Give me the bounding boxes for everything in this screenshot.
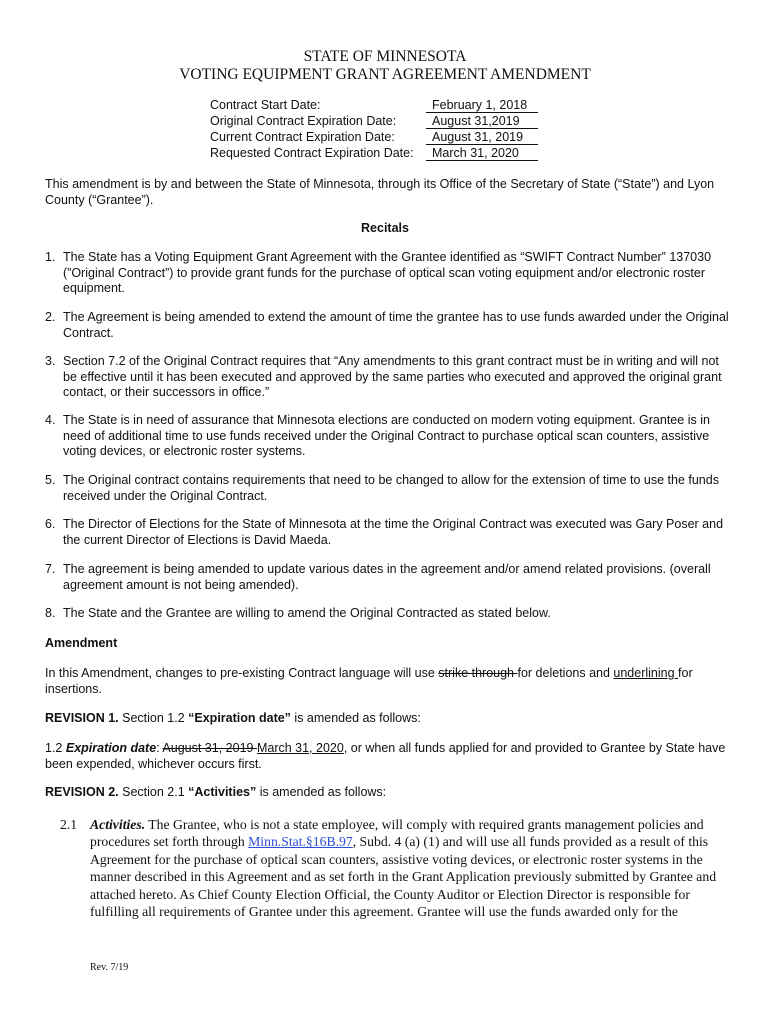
recital-item [45,517,735,548]
revision-1-detail [45,741,735,772]
recital-number: 5. [45,473,56,487]
deleted-date: August 31, 2019 [162,741,257,755]
recital-item [45,250,735,297]
recital-number: 8. [45,606,56,620]
date-label: Contract Start Date: [210,98,321,112]
document-title-line1: STATE OF MINNESOTA [303,48,467,65]
recital-item [45,310,735,341]
date-value: August 31, 2019 [426,130,538,145]
statute-link[interactable]: Minn.Stat.§16B.97 [248,834,353,850]
recital-text: The Original contract contains requirements that need to be changed to allow for the extension of time to use the funds received under the Original Contract. [63,473,719,503]
inserted-date: March 31, 2020 [256,741,344,755]
recital-item [45,354,735,401]
recital-item [45,413,735,460]
revision-1-detail-field: Expiration date [65,741,157,755]
date-value: March 31, 2020 [426,146,538,161]
amendment-note [45,666,735,697]
recitals-heading: Recitals [361,221,409,235]
recital-number: 6. [45,517,56,531]
recital-number: 4. [45,413,56,427]
revision-1-detail-colon: : [156,741,163,755]
activities-text-part2: , Subd. 4 (a) (1) and will use all funds provided as a result of this Agreement for the purchase of optical scan counters, assistive voting devices, or electronic roster systems in the manner described in this Agreement and as set forth in the Grant Application previously submitted by Grantee and attached hereto. As Chief County Election Official, the County Auditor or Election Director is responsible for fulfilling all requirements of Grantee under this agreement. Grantee will use the funds awarded only for the [90,834,717,920]
revision-2-pre: Section 2.1 [118,785,189,799]
recital-number: 7. [45,562,56,576]
date-value: August 31,2019 [426,114,538,129]
date-label: Original Contract Expiration Date: [210,114,397,128]
recital-text: The agreement is being amended to update various dates in the agreement and/or amend related provisions. (overall agreement amount is not being amended). [63,562,711,592]
date-value: February 1, 2018 [426,98,538,113]
recital-text: Section 7.2 of the Original Contract requires that “Any amendments to this grant contract must be in writing and will not be effective until it has been executed and approved by the same parties who executed and approved the original grant contact, or their successors in office.” [63,354,722,399]
revision-2-label: REVISION 2. [45,785,119,799]
revision-1-pre: Section 1.2 [118,711,189,725]
revision-1-label: REVISION 1. [45,711,119,725]
activities-title: Activities. [90,817,146,832]
revision-2-post: is amended as follows: [256,785,387,799]
underline-sample: underlining [613,666,679,680]
recital-text: The State is in need of assurance that Minnesota elections are conducted on modern voting equipment. Grantee is in need of additional time to use funds received under the Original Contract to purchase optical scan counters, assistive voting devices, or electronic roster systems. [63,413,710,458]
activities-section [60,816,730,920]
recital-text: The Agreement is being amended to extend the amount of time the grantee has to use funds awarded under the Original Contract. [63,310,729,340]
revision-2-heading [45,785,735,801]
recital-number: 1. [45,250,56,264]
recital-text: The State and the Grantee are willing to amend the Original Contracted as stated below. [63,606,551,620]
revision-2-field: “Activities” [188,785,257,799]
revision-footer: Rev. 7/19 [90,962,129,973]
amendment-note-pre: In this Amendment, changes to pre-existing Contract language will use [45,666,439,680]
document-title-line2: VOTING EQUIPMENT GRANT AGREEMENT AMENDMENT [179,66,591,83]
recital-item [45,562,735,593]
recital-number: 2. [45,310,56,324]
date-label: Requested Contract Expiration Date: [210,146,414,160]
revision-1-field: “Expiration date” [188,711,291,725]
revision-1-heading [45,711,735,727]
strike-through-sample: strike through [438,666,518,680]
amendment-note-post: for insertions. [45,666,693,696]
revision-1-detail-rest: , or when all funds applied for and provided to Grantee by State have been expended, whichever occurs first. [45,741,726,771]
activities-text-part1: The Grantee, who is not a state employee, will comply with required grants management policies and procedures set forth through [90,817,704,850]
date-label: Current Contract Expiration Date: [210,130,395,144]
intro-paragraph: This amendment is by and between the State of Minnesota, through its Office of the Secretary of State (“State”) and Lyon County (“Grantee”). [45,177,715,207]
revision-1-detail-num: 1.2 [45,741,66,755]
recital-number: 3. [45,354,56,368]
recital-text: The Director of Elections for the State of Minnesota at the time the Original Contract was executed was Gary Poser and the current Director of Elections is David Maeda. [63,517,724,547]
recital-item [45,606,735,622]
revision-1-post: is amended as follows: [290,711,421,725]
amendment-heading: Amendment [45,636,118,650]
amendment-note-mid: for deletions and [517,666,614,680]
recital-item [45,473,735,504]
activities-number: 2.1 [60,817,78,832]
recital-text: The State has a Voting Equipment Grant Agreement with the Grantee identified as “SWIFT Contract Number” 137030 (”Original Contract”) to provide grant funds for the purchase of optical scan voting equipment and/or electronic roster equipment. [63,250,712,295]
